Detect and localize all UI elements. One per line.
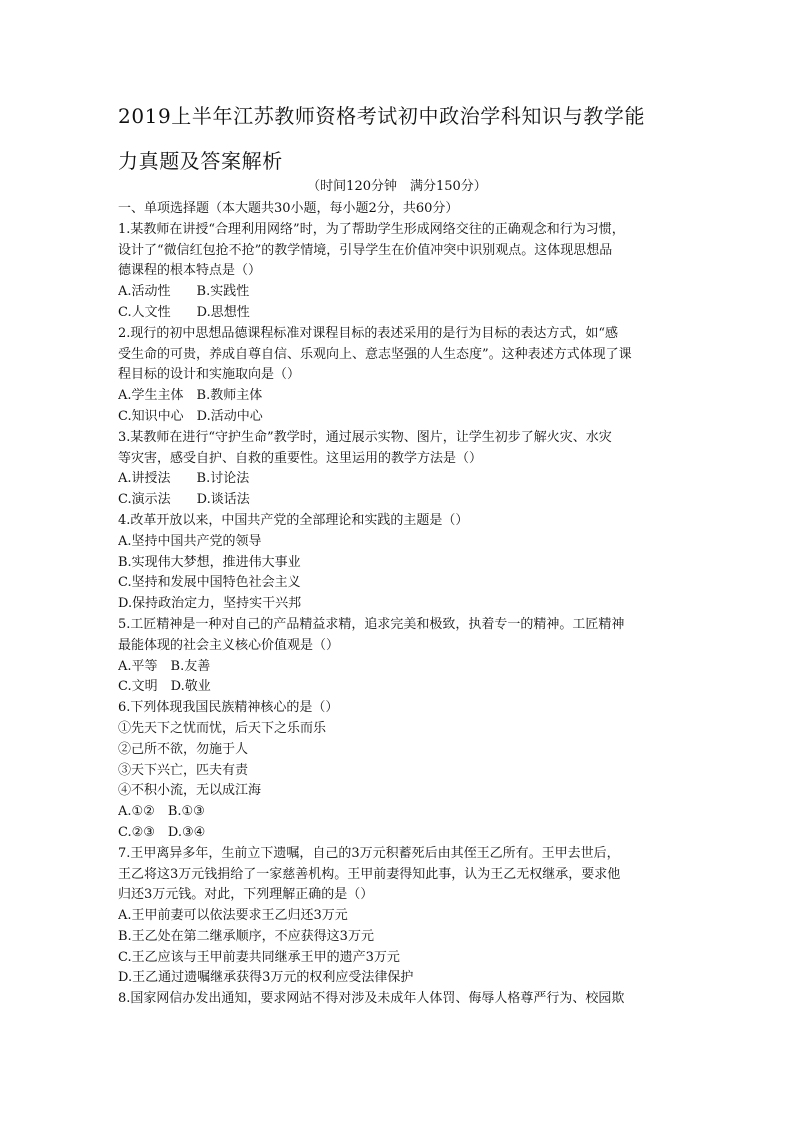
text-line: ②己所不欲，勿施于人 — [118, 741, 249, 757]
section-heading: 一、单项选择题（本大题共30小题，每小题2分，共60分） — [118, 201, 459, 216]
text-line: 德课程的根本特点是（） — [118, 263, 262, 279]
text-line: A.王甲前妻可以依法要求王乙归还3万元 — [118, 908, 348, 924]
text-line: 最能体现的社会主义核心价值观是（） — [118, 637, 340, 653]
text-line: 6.下列体现我国民族精神核心的是（） — [118, 700, 339, 716]
text-line: A.学生主体 B.教师主体 — [118, 388, 263, 404]
text-line: C.文明 D.敬业 — [118, 679, 211, 695]
text-line: A.活动性 B.实践性 — [118, 284, 250, 300]
text-line: 程目标的设计和实施取向是（） — [118, 367, 301, 383]
text-line: C.演示法 D.谈话法 — [118, 492, 250, 508]
text-line: 设计了“微信红包抢不抢”的教学情境，引导学生在价值冲突中识别观点。这体现思想品 — [118, 242, 613, 258]
text-line: B.实现伟大梦想，推进伟大事业 — [118, 554, 301, 570]
text-line: 7.王甲离异多年，生前立下遗嘱，自己的3万元积蓄死后由其侄王乙所有。王甲去世后， — [118, 845, 620, 861]
text-line: B.王乙处在第二继承顺序，不应获得这3万元 — [118, 928, 374, 944]
text-line: 8.国家网信办发出通知，要求网站不得对涉及未成年人体罚、侮辱人格尊严行为、校园欺 — [118, 991, 625, 1007]
text-line: 4.改革开放以来，中国共产党的全部理论和实践的主题是（） — [118, 512, 469, 528]
text-line: C.知识中心 D.活动中心 — [118, 408, 263, 424]
text-line: ①先天下之忧而忧，后天下之乐而乐 — [118, 720, 327, 736]
document-title-line-2: 力真题及答案解析 — [118, 149, 283, 173]
text-line: 1.某教师在讲授“合理利用网络”时，为了帮助学生形成网络交往的正确观念和行为习惯， — [118, 221, 625, 237]
text-line: 王乙将这3万元钱捐给了一家慈善机构。王甲前妻得知此事，认为王乙无权继承，要求他 — [118, 866, 621, 882]
text-line: 2.现行的初中思想品德课程标准对课程目标的表述采用的是行为目标的表达方式，如“感 — [118, 325, 619, 341]
text-line: A.坚持中国共产党的领导 — [118, 533, 262, 549]
text-line: C.坚持和发展中国特色社会主义 — [118, 575, 301, 591]
question-body — [118, 199, 678, 1010]
text-line: ④不积小流，无以成江海 — [118, 783, 262, 799]
text-line: C.②③ D.③④ — [118, 824, 206, 840]
text-line: 等灾害，感受自护、自救的重要性。这里运用的教学方法是（） — [118, 450, 483, 466]
text-line: C.王乙应该与王甲前妻共同继承王甲的遗产3万元 — [118, 949, 400, 965]
text-line: A.讲授法 B.讨论法 — [118, 471, 250, 487]
exam-time-info: （时间120分钟 满分150分） — [307, 179, 487, 194]
text-line: ③天下兴亡，匹夫有责 — [118, 762, 249, 778]
text-line: A.平等 B.友善 — [118, 658, 211, 674]
text-line: D.王乙通过遗嘱继承获得3万元的权利应受法律保护 — [118, 970, 414, 986]
text-line: 3.某教师在进行“守护生命”教学时，通过展示实物、图片，让学生初步了解火灾、水灾 — [118, 429, 612, 445]
text-line: 归还3万元钱。对此，下列理解正确的是（） — [118, 887, 374, 903]
text-line: D.保持政治定力，坚持实干兴邦 — [118, 596, 302, 612]
text-line: A.①② B.①③ — [118, 804, 205, 820]
text-line: 受生命的可贵，养成自尊自信、乐观向上、意志坚强的人生态度”。这种表述方式体现了课 — [118, 346, 632, 362]
text-line: C.人文性 D.思想性 — [118, 304, 250, 320]
document-title-line-1: 2019上半年江苏教师资格考试初中政治学科知识与教学能 — [118, 104, 646, 128]
text-line: 5.工匠精神是一种对自己的产品精益求精，追求完美和极致，执着专一的精神。工匠精神 — [118, 616, 625, 632]
